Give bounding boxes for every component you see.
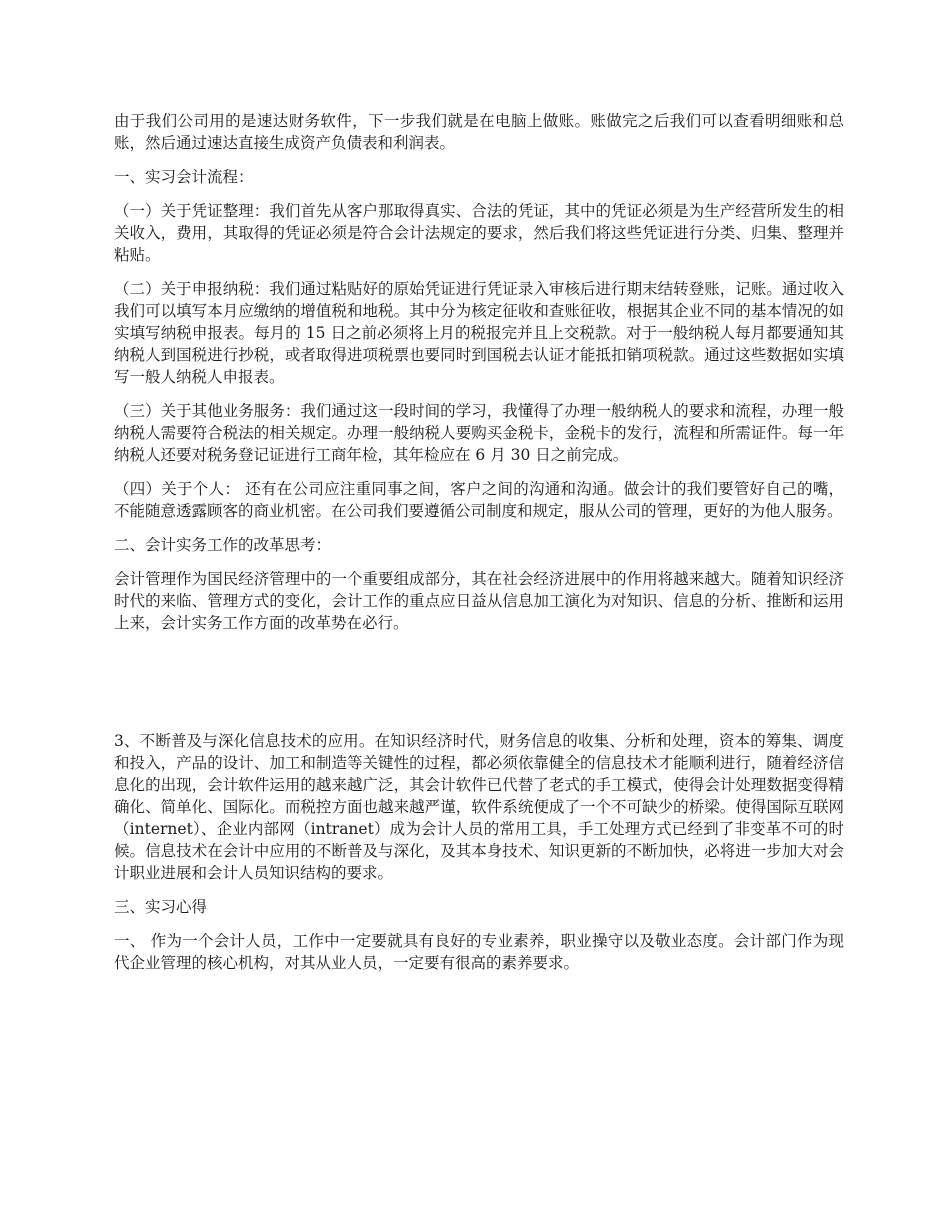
- paragraph-other-services: （三）关于其他业务服务：我们通过这一段时间的学习，我懂得了办理一般纳税人的要求和流程，办理一般纳税人需要符合税法的相关规定。办理一般纳税人要购买金税卡，金税卡的发行，流程和所需证件。每一年纳税人还要对税务登记证进行工商年检，其年检应在 6 月 30 日之前完成。: [114, 402, 844, 464]
- blank-gap: [114, 646, 844, 730]
- paragraph-it-application: 3、不断普及与深化信息技术的应用。在知识经济时代，财务信息的收集、分析和处理，资本的筹集、调度和投入，产品的设计、加工和制造等关键性的过程，都必须依靠健全的信息技术才能顺利进行，随着经济信息化的出现，会计软件运用的越来越广泛，其会计软件已代替了老式的手工模式，使得会计处理数据变得精确化、简单化、国际化。而税控方面也越来越严谨，软件系统便成了一个不可缺少的桥梁。使得国际互联网（internet）、企业内部网（intranet）成为会计人员的常用工具，手工处理方式已经到了非变革不可的时候。信息技术在会计中应用的不断普及与深化，及其本身技术、知识更新的不断加快，必将进一步加大对会计职业进展和会计人员知识结构的要求。: [114, 732, 844, 882]
- paragraph-insight-1: 一、 作为一个会计人员，工作中一定要就具有良好的专业素养，职业操守以及敬业态度。会计部门作为现代企业管理的核心机构，对其从业人员，一定要有很高的素养要求。: [114, 932, 844, 972]
- paragraph-personal: （四）关于个人： 还有在公司应注重同事之间，客户之间的沟通和沟通。做会计的我们要管好自己的嘴，不能随意透露顾客的商业机密。在公司我们要遵循公司制度和规定，服从公司的管理，更好的为他人服务。: [114, 480, 844, 520]
- section-heading-3: 三、实习心得: [114, 898, 208, 916]
- paragraph-voucher: （一）关于凭证整理：我们首先从客户那取得真实、合法的凭证，其中的凭证必须是为生产经营所发生的相关收入，费用，其取得的凭证必须是符合会计法规定的要求，然后我们将这些凭证进行分类、归集、整理并粘贴。: [114, 202, 844, 264]
- paragraph-tax-filing: （二）关于申报纳税：我们通过粘贴好的原始凭证进行凭证录入审核后进行期末结转登账，记账。通过收入我们可以填写本月应缴纳的增值税和地税。其中分为核定征收和查账征收，根据其企业不同的基本情况的如实填写纳税申报表。每月的 15 日之前必须将上月的税报完并且上交税款。对于一般纳税人每月都要通知其纳税人到国税进行抄税，或者取得进项税票也要同时到国税去认证才能抵扣销项税款。通过这些数据如实填写一般人纳税人申报表。: [114, 280, 844, 386]
- section-heading-1: 一、实习会计流程：: [114, 168, 254, 186]
- document-body: [114, 110, 844, 986]
- paragraph-reform: 会计管理作为国民经济管理中的一个重要组成部分，其在社会经济进展中的作用将越来越大。随着知识经济时代的来临、管理方式的变化，会计工作的重点应日益从信息加工演化为对知识、信息的分析、推断和运用上来，会计实务工作方面的改革势在必行。: [114, 570, 844, 632]
- section-heading-2: 二、会计实务工作的改革思考：: [114, 536, 332, 554]
- intro-paragraph: 由于我们公司用的是速达财务软件，下一步我们就是在电脑上做账。账做完之后我们可以查看明细账和总账，然后通过速达直接生成资产负债表和利润表。: [114, 112, 844, 152]
